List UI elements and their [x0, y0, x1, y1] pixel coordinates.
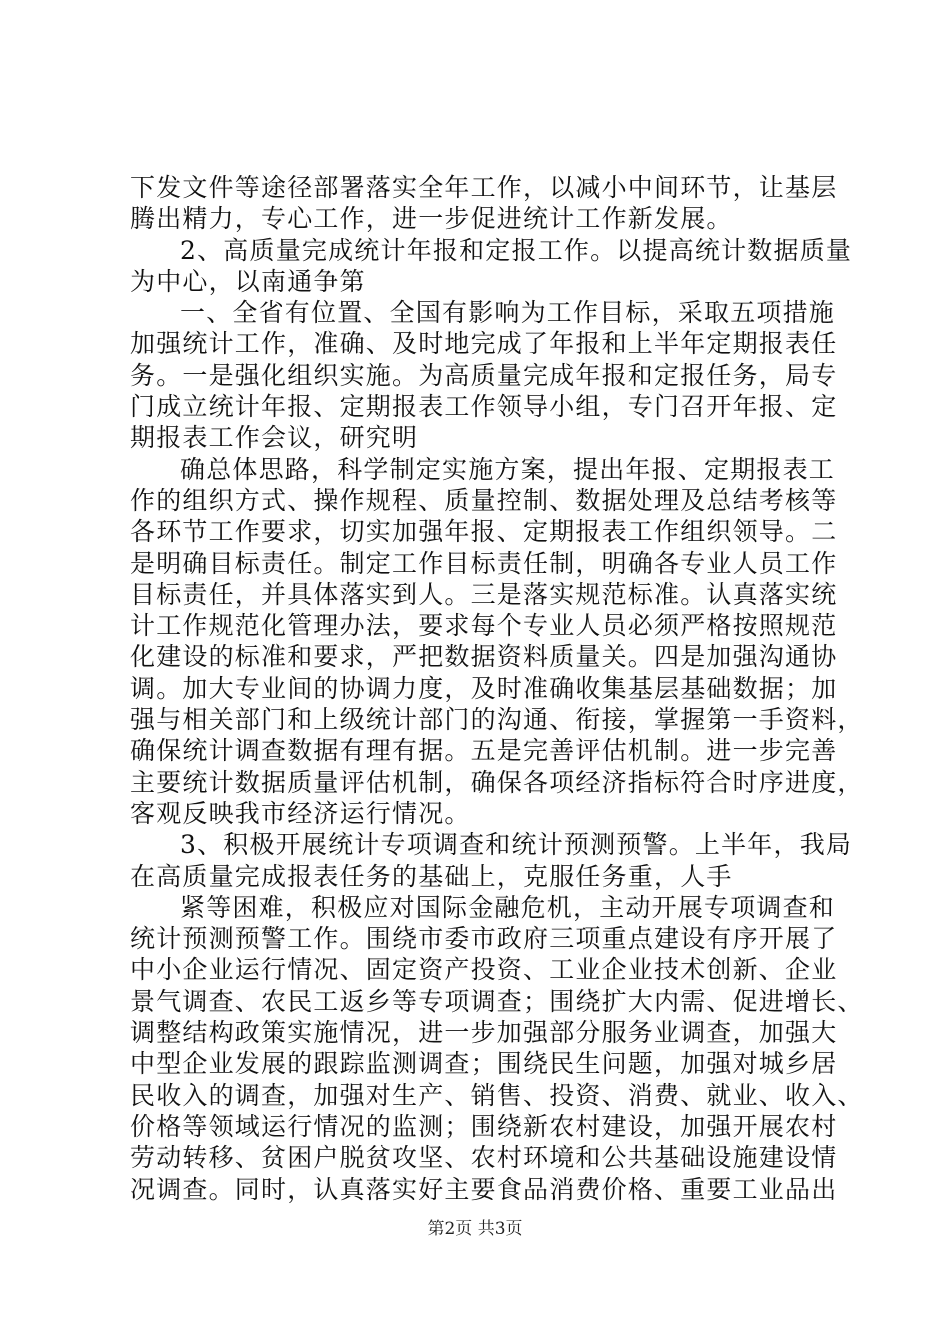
text-line: 下发文件等途径部署落实全年工作，以减小中间环节，让基层: [130, 173, 838, 202]
text-line: 是明确目标责任。制定工作目标责任制，明确各专业人员工作: [130, 548, 838, 578]
text-line: 主要统计数据质量评估机制，确保各项经济指标符合时序进度，: [130, 767, 864, 797]
text-line: 确总体思路，科学制定实施方案，提出年报、定期报表工: [180, 454, 836, 484]
text-line: 统计预测预警工作。围绕市委市政府三项重点建设有序开展了: [130, 924, 838, 954]
text-line: 目标责任，并具体落实到人。三是落实规范标准。认真落实统: [130, 579, 838, 609]
text-line: 景气调查、农民工返乡等专项调查；围绕扩大内需、促进增长、: [130, 986, 864, 1016]
text-line: 劳动转移、贫困户脱贫攻坚、农村环境和公共基础设施建设情: [130, 1143, 838, 1173]
text-line: 期报表工作会议，研究明: [130, 423, 419, 453]
text-line: 各环节工作要求，切实加强年报、定期报表工作组织领导。二: [130, 517, 838, 547]
text-line: 为中心，以南通争第: [130, 266, 366, 296]
text-line: 客观反映我市经济运行情况。: [130, 798, 471, 828]
text-line: 强与相关部门和上级统计部门的沟通、衔接，掌握第一手资料，: [130, 705, 864, 735]
text-line: 作的组织方式、操作规程、质量控制、数据处理及总结考核等: [130, 485, 838, 515]
text-line: 调整结构政策实施情况，进一步加强部分服务业调查，加强大: [130, 1018, 838, 1048]
text-line: 调。加大专业间的协调力度，及时准确收集基层基础数据；加: [130, 673, 838, 703]
text-line: 务。一是强化组织实施。为高质量完成年报和定报任务，局专: [130, 360, 838, 390]
text-line: 民收入的调查，加强对生产、销售、投资、消费、就业、收入、: [130, 1080, 864, 1110]
document-body: [130, 172, 864, 1205]
text-line: 中小企业运行情况、固定资产投资、工业企业技术创新、企业: [130, 955, 838, 985]
text-line: 化建设的标准和要求，严把数据资料质量关。四是加强沟通协: [130, 642, 838, 672]
text-line: 腾出精力，专心工作，进一步促进统计工作新发展。: [130, 204, 733, 234]
text-line: 价格等领域运行情况的监测；围绕新农村建设，加强开展农村: [130, 1111, 838, 1141]
text-line: 计工作规范化管理办法，要求每个专业人员必须严格按照规范: [130, 611, 838, 641]
text-line: 一、全省有位置、全国有影响为工作目标，采取五项措施: [180, 298, 836, 328]
page-footer: 第2页 共3页: [427, 1219, 523, 1239]
text-line: 况调查。同时，认真落实好主要食品消费价格、重要工业品出: [130, 1174, 838, 1204]
text-line: 确保统计调查数据有理有据。五是完善评估机制。进一步完善: [130, 736, 838, 766]
text-line: 在高质量完成报表任务的基础上，克服任务重，人手: [130, 861, 733, 891]
text-line: 3、积极开展统计专项调查和统计预测预警。上半年，我局: [180, 830, 853, 860]
text-line: 加强统计工作，准确、及时地完成了年报和上半年定期报表任: [130, 329, 838, 359]
text-line: 紧等困难，积极应对国际金融危机，主动开展专项调查和: [180, 892, 836, 922]
text-line: 2、高质量完成统计年报和定报工作。以提高统计数据质量: [180, 235, 853, 265]
text-line: 中型企业发展的跟踪监测调查；围绕民生问题，加强对城乡居: [130, 1049, 838, 1079]
text-line: 门成立统计年报、定期报表工作领导小组，专门召开年报、定: [130, 392, 838, 422]
